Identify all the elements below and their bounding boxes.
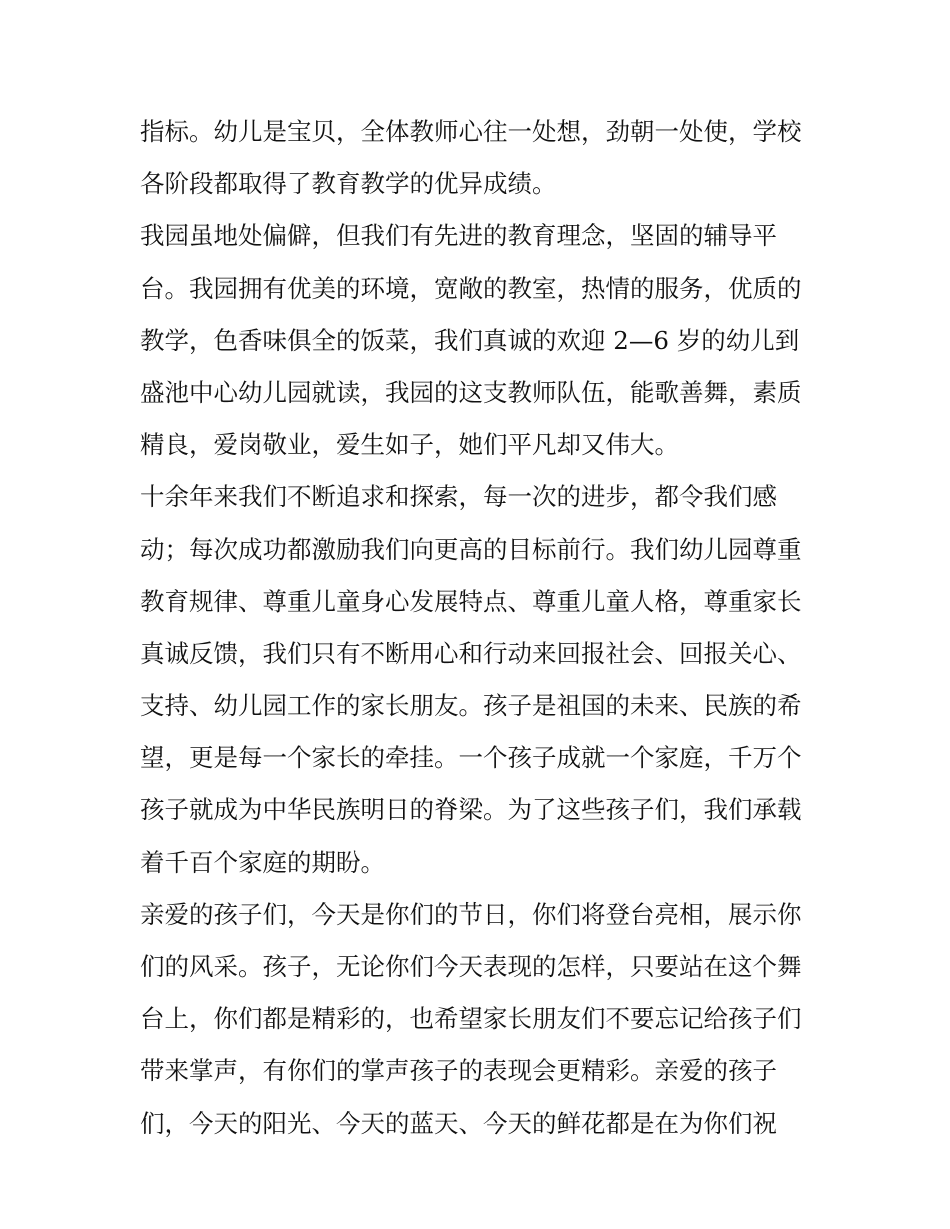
text-line: 十余年来我们不断追求和探索，每一次的进步，都令我们感 xyxy=(140,482,777,512)
text-line: 我园虽地处偏僻，但我们有先进的教育理念，坚固的辅导平 xyxy=(140,221,777,251)
text-line: 台。我园拥有优美的环境，宽敞的教室，热情的服务，优质的 xyxy=(140,273,802,303)
text-line: 亲爱的孩子们，今天是你们的节日，你们将登台亮相，展示你 xyxy=(140,899,802,929)
text-line: 真诚反馈，我们只有不断用心和行动来回报社会、回报关心、 xyxy=(140,638,802,668)
text-line: 盛池中心幼儿园就读，我园的这支教师队伍，能歌善舞，素质 xyxy=(140,377,802,407)
text-line: 们的风采。孩子，无论你们今天表现的怎样，只要站在这个舞 xyxy=(140,952,802,981)
body-text xyxy=(140,106,820,1150)
text-line: 带来掌声，有你们的掌声孩子的表现会更精彩。亲爱的孩子 xyxy=(140,1056,777,1086)
text-line: 动；每次成功都激励我们向更高的目标前行。我们幼儿园尊重 xyxy=(140,534,802,564)
text-line: 望，更是每一个家长的牵挂。一个孩子成就一个家庭，千万个 xyxy=(140,743,802,773)
text-line: 孩子就成为中华民族明日的脊梁。为了这些孩子们，我们承载 xyxy=(140,795,802,825)
text-line: 们，今天的阳光、今天的蓝天、今天的鲜花都是在为你们祝 xyxy=(140,1108,777,1138)
text-line: 教学，色香味俱全的饭菜，我们真诚的欢迎 2—6 岁的幼儿到 xyxy=(140,325,800,355)
text-line: 支持、幼儿园工作的家长朋友。孩子是祖国的未来、民族的希 xyxy=(140,691,802,721)
text-line: 台上，你们都是精彩的，也希望家长朋友们不要忘记给孩子们 xyxy=(140,1004,802,1034)
text-line: 各阶段都取得了教育教学的优异成绩。 xyxy=(140,169,557,199)
text-line: 精良，爱岗敬业，爱生如子，她们平凡却又伟大。 xyxy=(140,430,679,460)
text-line: 着千百个家庭的期盼。 xyxy=(140,847,385,877)
text-line: 指标。幼儿是宝贝，全体教师心往一处想，劲朝一处使，学校 xyxy=(140,117,802,146)
text-line: 教育规律、尊重儿童身心发展特点、尊重儿童人格，尊重家长 xyxy=(140,586,802,616)
